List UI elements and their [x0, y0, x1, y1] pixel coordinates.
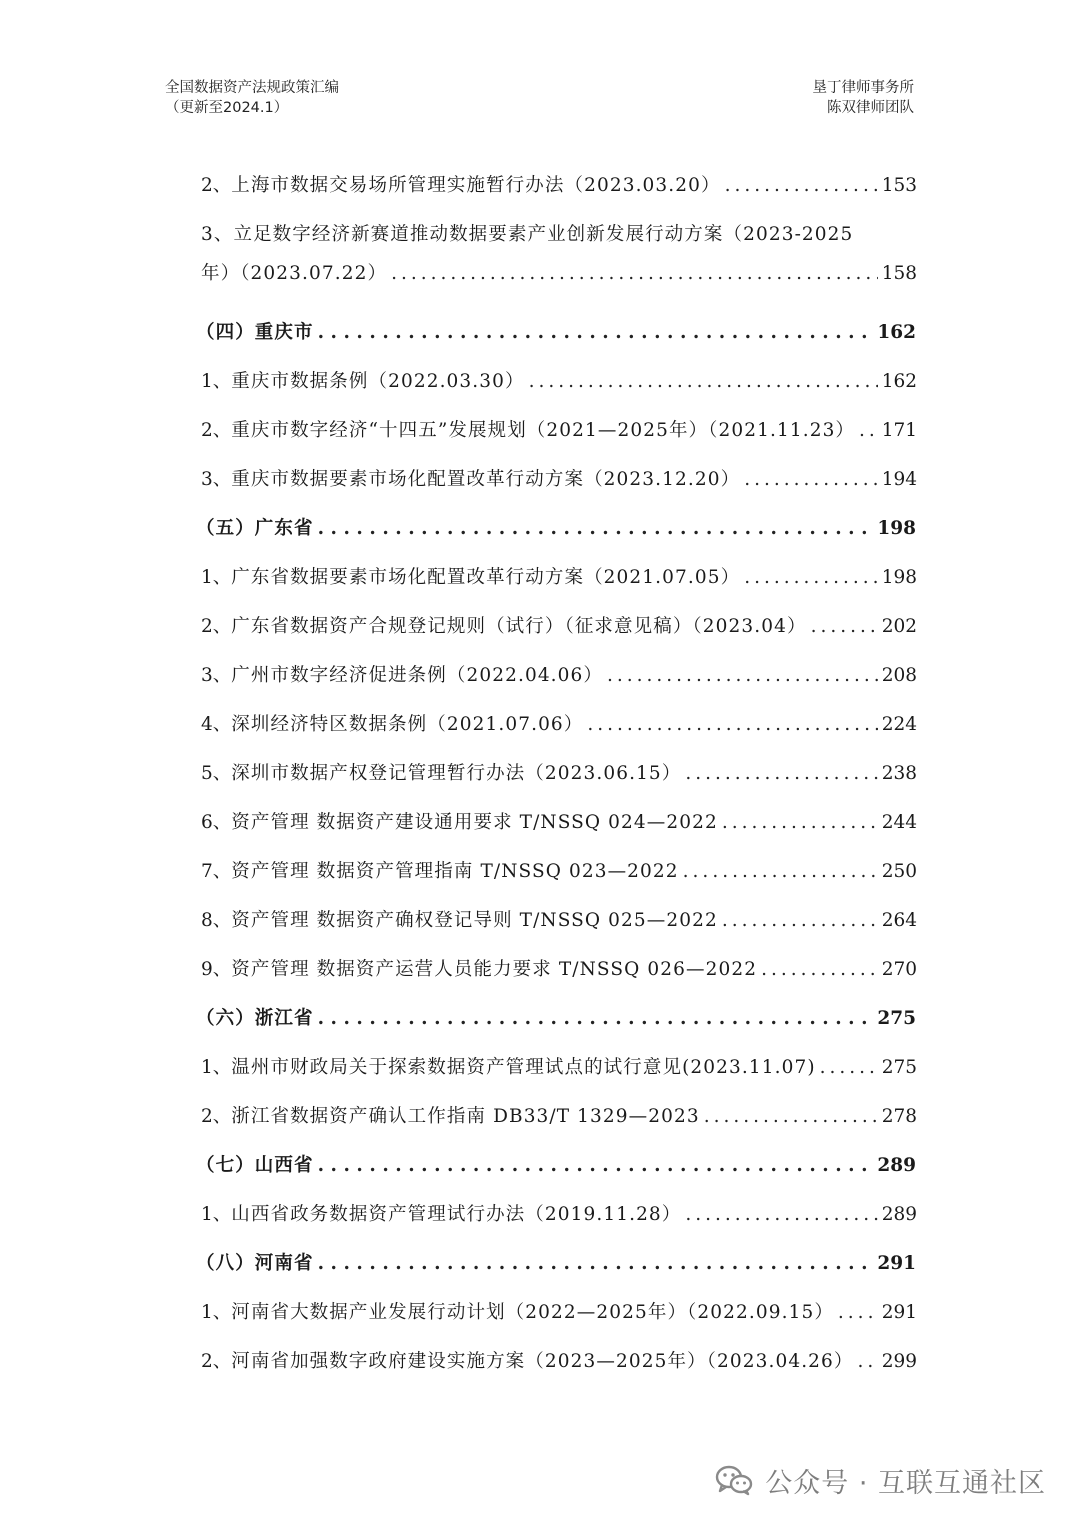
toc-entry-number: 2、	[201, 1106, 232, 1127]
dot-leader	[683, 860, 878, 884]
dot-leader	[685, 1203, 877, 1227]
toc-entry[interactable]	[201, 958, 917, 982]
dot-leader	[811, 615, 878, 639]
toc-entry-number: 1、	[201, 567, 232, 588]
toc-section-heading[interactable]	[196, 1252, 916, 1276]
dot-leader	[744, 468, 877, 492]
toc-entry-title: 浙江省数据资产确认工作指南 DB33/T 1329—2023	[231, 1106, 700, 1127]
watermark	[715, 1460, 1046, 1500]
toc-entry-title: 上海市数据交易场所管理实施暂行办法（2023.03.20）	[231, 175, 721, 196]
dot-leader	[761, 958, 878, 982]
dot-leader	[725, 174, 878, 198]
toc-entry-title: 河南省加强数字政府建设实施方案（2023—2025年）（2023.04.26）	[231, 1351, 854, 1372]
toc-entry-title: 立足数字经济新赛道推动数据要素产业创新发展行动方案（2023-2025	[233, 224, 854, 245]
toc-entry-number: 1、	[201, 1302, 232, 1323]
toc-entry-number: 5、	[201, 763, 232, 784]
toc-entry-title: 重庆市数字经济“十四五”发展规划（2021—2025年）（2021.11.23）	[231, 420, 856, 441]
toc-entry-number: 2、	[201, 616, 232, 637]
dot-leader	[318, 1154, 874, 1178]
toc-entry[interactable]	[201, 664, 917, 688]
toc-entry-title: 深圳经济特区数据条例（2021.07.06）	[231, 714, 584, 735]
toc-page-number: 270	[881, 959, 917, 980]
toc-entry-number: 8、	[201, 910, 232, 931]
toc-entry-number: 3、	[201, 665, 232, 686]
toc-entry[interactable]	[201, 615, 917, 639]
toc-entry-title-continued: 年）（2023.07.22）	[201, 263, 388, 285]
toc-entry-title: 深圳市数据产权登记管理暂行办法（2023.06.15）	[231, 763, 682, 784]
toc-page-number: 162	[881, 371, 917, 392]
dot-leader	[318, 321, 874, 345]
header-left	[165, 78, 339, 118]
dot-leader	[391, 262, 878, 286]
toc-entry-title: 资产管理 数据资产确权登记导则 T/NSSQ 025—2022	[231, 910, 718, 931]
toc-entry[interactable]	[201, 262, 917, 286]
dot-leader	[722, 909, 878, 933]
wechat-icon	[715, 1464, 753, 1496]
toc-section-title: （四）重庆市	[196, 322, 314, 343]
toc-page-number: 278	[881, 1106, 917, 1127]
toc-entry-title: 山西省政务数据资产管理试行办法（2019.11.28）	[231, 1204, 682, 1225]
toc-entry-title: 温州市财政局关于探索数据资产管理试点的试行意见(2023.11.07)	[231, 1057, 816, 1078]
toc-page-number: 224	[881, 714, 917, 735]
toc-entry-number: 3、	[201, 224, 234, 245]
toc-entry-title: 重庆市数据条例（2022.03.30）	[231, 371, 525, 392]
dot-leader	[318, 1007, 874, 1031]
toc-page-number: 289	[877, 1155, 916, 1176]
document-update-note: （更新至2024.1）	[165, 100, 289, 116]
toc-entry[interactable]	[201, 860, 917, 884]
dot-leader	[858, 1350, 878, 1374]
toc-section-title: （七）山西省	[196, 1155, 314, 1176]
toc-entry-title: 广东省数据资产合规登记规则（试行）（征求意见稿）（2023.04）	[231, 616, 807, 637]
toc-entry-number: 6、	[201, 812, 232, 833]
toc-entry-number: 2、	[201, 420, 232, 441]
dot-leader	[744, 566, 877, 590]
toc-section-heading[interactable]	[196, 1007, 916, 1031]
toc-entry-number: 3、	[201, 469, 232, 490]
toc-page-number: 238	[881, 763, 917, 784]
toc-page-number: 208	[881, 665, 917, 686]
toc-page-number: 198	[877, 518, 916, 539]
toc-section-title: （六）浙江省	[196, 1008, 314, 1029]
toc-entry[interactable]	[201, 419, 917, 443]
dot-leader	[838, 1301, 878, 1325]
toc-entry-title: 重庆市数据要素市场化配置改革行动方案（2023.12.20）	[231, 469, 741, 490]
toc-section-title: （八）河南省	[196, 1253, 314, 1274]
toc-page-number: 162	[877, 322, 916, 343]
toc-entry-number: 9、	[201, 959, 232, 980]
toc-entry-number: 2、	[201, 1351, 232, 1372]
toc-entry[interactable]	[201, 1056, 917, 1080]
toc-entry[interactable]	[201, 566, 917, 590]
toc-entry[interactable]	[201, 468, 917, 492]
toc-page-number: 275	[877, 1008, 916, 1029]
watermark-text: 公众号 · 互联互通社区	[765, 1467, 1046, 1499]
toc-entry-title: 资产管理 数据资产建设通用要求 T/NSSQ 024—2022	[231, 812, 718, 833]
toc-section-heading[interactable]	[196, 1154, 916, 1178]
toc-page-number: 291	[877, 1253, 916, 1274]
toc-entry-number: 1、	[201, 1204, 232, 1225]
toc-page-number: 291	[881, 1302, 917, 1323]
toc-entry[interactable]	[201, 713, 917, 737]
toc-entry[interactable]	[201, 1301, 917, 1325]
dot-leader	[587, 713, 877, 737]
toc-page-number: 289	[881, 1204, 917, 1225]
toc-page-number: 194	[881, 469, 917, 490]
toc-entry-number: 4、	[201, 714, 232, 735]
toc-entry[interactable]	[201, 370, 917, 394]
toc-section-heading[interactable]	[196, 321, 916, 345]
toc-entry[interactable]	[201, 1203, 917, 1227]
toc-entry-title: 资产管理 数据资产运营人员能力要求 T/NSSQ 026—2022	[231, 959, 758, 980]
toc-page-number: 275	[881, 1057, 917, 1078]
dot-leader	[685, 762, 877, 786]
toc-page-number: 171	[881, 420, 917, 441]
dot-leader	[529, 370, 878, 394]
toc-section-title: （五）广东省	[196, 518, 314, 539]
document-title: 全国数据资产法规政策汇编	[165, 80, 339, 96]
toc-entry-title: 资产管理 数据资产管理指南 T/NSSQ 023—2022	[231, 861, 679, 882]
toc-entry-title: 河南省大数据产业发展行动计划（2022—2025年）（2022.09.15）	[231, 1302, 834, 1323]
dot-leader	[607, 664, 878, 688]
dot-leader	[318, 1252, 874, 1276]
toc-entry[interactable]	[201, 1350, 917, 1374]
toc-page-number: 244	[881, 812, 917, 833]
dot-leader	[820, 1056, 878, 1080]
toc-page-number: 299	[881, 1351, 917, 1372]
toc-entry-number: 1、	[201, 371, 232, 392]
header-right	[813, 78, 915, 118]
dot-leader	[722, 811, 878, 835]
toc-page-number: 202	[881, 616, 917, 637]
dot-leader	[704, 1105, 878, 1129]
toc-page-number: 158	[881, 263, 917, 285]
lawyer-team-name: 陈双律师团队	[827, 100, 914, 116]
toc-entry[interactable]	[201, 909, 917, 933]
law-firm-name: 垦丁律师事务所	[812, 80, 914, 96]
toc-entry[interactable]	[201, 1105, 917, 1129]
dot-leader	[318, 517, 874, 541]
toc-page-number: 153	[881, 175, 917, 196]
toc-entry-title-line	[201, 223, 917, 247]
toc-page-number: 264	[881, 910, 917, 931]
toc-section-heading[interactable]	[196, 517, 916, 541]
toc-entry[interactable]	[201, 811, 917, 835]
toc-entry-number: 7、	[201, 861, 232, 882]
toc-entry-number: 1、	[201, 1057, 232, 1078]
toc-entry-number: 2、	[201, 175, 232, 196]
toc-entry[interactable]	[201, 762, 917, 786]
page-header	[165, 78, 914, 122]
toc-entry-title: 广东省数据要素市场化配置改革行动方案（2021.07.05）	[231, 567, 741, 588]
toc-page-number: 250	[881, 861, 917, 882]
toc-entry-title: 广州市数字经济促进条例（2022.04.06）	[231, 665, 604, 686]
toc-page-number: 198	[881, 567, 917, 588]
toc-entry[interactable]	[201, 174, 917, 198]
dot-leader	[859, 419, 878, 443]
